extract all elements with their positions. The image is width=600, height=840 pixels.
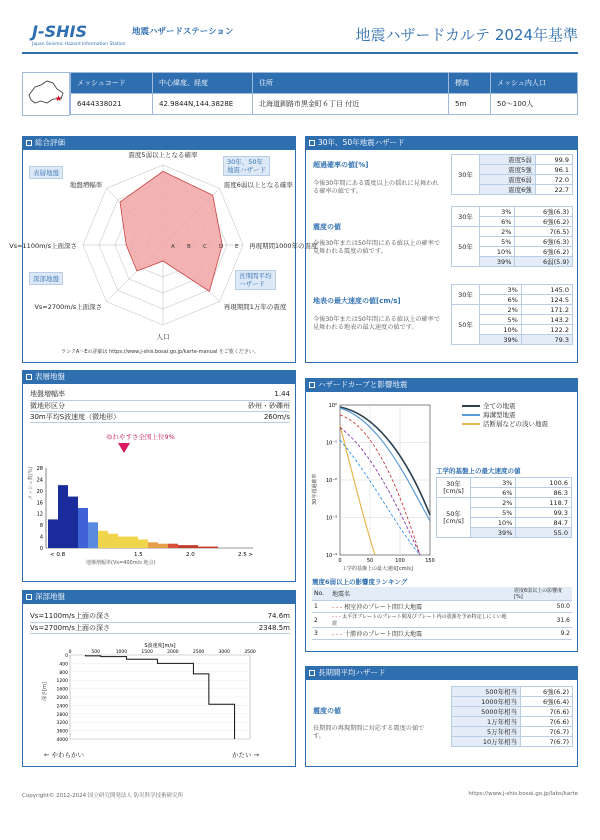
hist-bar [68, 497, 78, 548]
deep-chart-title: S波速度[m/s] [144, 643, 176, 649]
deep-label: Vs=2700m/s上面の深さ [30, 622, 217, 633]
radar-axis-label: 地盤増幅率 [69, 181, 103, 190]
eng-title: 工学的基盤上の最大速度の値 [436, 467, 521, 475]
rank-value: 31.6 [512, 613, 572, 628]
hazard-curve-chart [310, 395, 450, 575]
prob-label: 5% [480, 237, 515, 247]
deep-x-tick: 1000 [115, 650, 128, 655]
hard-text: かたい [232, 751, 252, 759]
hist-bar [48, 519, 58, 548]
deep-y-tick: 2400 [56, 704, 68, 710]
deep-x-tick: 500 [91, 650, 101, 655]
exceed-period: 30年 [452, 155, 480, 195]
deep-y-tick: 800 [59, 670, 68, 676]
legend-all-label: 全ての地震 [483, 402, 516, 410]
curve-quake-line [340, 428, 420, 556]
prob-label: 2% [480, 227, 515, 237]
period-label: 10万年相当 [452, 737, 521, 747]
deep-x-tick: 1500 [141, 650, 153, 655]
curve-y-tick: 10⁻¹ [325, 440, 337, 447]
intensity-value: 6強(6.2) [515, 217, 573, 227]
radar-rank-label: B [187, 244, 191, 250]
surface-label: 30m平均S波速度（微地形） [30, 411, 207, 422]
hist-x-tick: < 0.8 [50, 552, 66, 558]
velocity-profile-chart [40, 641, 260, 746]
footer-url[interactable]: https://www.j-shis.bosai.go.jp/labs/karte [468, 791, 578, 797]
exceed-value: 22.7 [535, 185, 572, 195]
period-label: 30年 [452, 207, 480, 227]
exceed-label: 震度5強 [480, 165, 536, 175]
velocity-value: 124.5 [521, 295, 572, 305]
rank-header: 震度6弱以上の影響度[%] [512, 587, 572, 601]
soft-label: ← やわらかい [44, 751, 85, 759]
prob-label: 6% [480, 295, 522, 305]
legend-trench [462, 411, 548, 420]
logo-subtitle: Japan Seismic Hazard Information Station [32, 42, 126, 47]
velocity-title: 地表の最大速度の値[cm/s] [313, 297, 401, 305]
deep-y-tick: 4000 [56, 738, 68, 743]
longterm-title: 震度の値 [313, 707, 341, 715]
rank-quake: - - - 根室沖のプレート間巨大地震 [330, 601, 512, 613]
rank-value: 9.2 [512, 628, 572, 640]
longterm-value: 6強(6.2) [521, 687, 573, 697]
rank-quake-name: 十勝沖のプレート間巨大地震 [344, 631, 422, 638]
exceed-table [451, 154, 573, 195]
period-label: 50年 [452, 305, 480, 345]
exceed-title: 超過確率の値[%] [313, 161, 369, 169]
deep-y-tick: 3600 [56, 729, 68, 735]
hist-bar [208, 547, 218, 548]
period-label: 1000年相当 [452, 697, 521, 707]
table-row [312, 613, 572, 628]
radar-rank-label: C [203, 244, 207, 250]
prob-label: 3% [480, 207, 515, 217]
rank-no: 3 [312, 628, 330, 640]
rank-quake-name: 太平洋プレートのプレート間及びプレート内の震源を予め特定しにくい地震 [332, 614, 507, 627]
deep-label: Vs=1100m/s上面の深さ [30, 611, 217, 622]
curve-y-tick: 10⁻² [325, 478, 337, 484]
velocity-value: 171.2 [521, 305, 572, 315]
exceed-desc: 今後30年間にある震度以上の揺れに見舞われる確率の値です。 [313, 180, 439, 195]
exceed-label: 震度5弱 [480, 155, 536, 165]
intensity-desc: 今後30年または50年間にある値以上の確率で見舞われる震度の値です。 [313, 240, 441, 255]
curve-panel-title: ハザードカーブと影響地震 [318, 380, 408, 389]
radar-axis-label: Vs=1100m/s上面深さ [9, 242, 77, 250]
velocity-value: 122.2 [521, 325, 572, 335]
eng-label50: 50年 [cm/s] [443, 509, 464, 525]
exceed-label: 震度6強 [480, 185, 536, 195]
longterm-panel-title: 長期間平均ハザード [318, 668, 386, 677]
curve-y-tick: 10⁻³ [325, 515, 337, 522]
deep-x-tick: 2000 [167, 650, 179, 655]
location-header: 住所 [253, 73, 449, 94]
deep-value: 74.6m [217, 611, 290, 622]
prob-label: 39% [471, 528, 516, 538]
rank-note: ランクA～Eの詳細は https://www.j-shis.bosai.go.jp/karte-manual をご覧ください。 [61, 349, 259, 355]
hist-bar [138, 539, 148, 548]
deep-y-tick: 0 [65, 654, 68, 659]
eng-value: 100.6 [516, 478, 572, 488]
surface-label: 微地形区分 [30, 400, 207, 411]
deep-panel-header [22, 590, 296, 603]
intensity-title: 震度の値 [313, 223, 341, 231]
legend-fault-label: 活断層などの浅い地震 [483, 420, 548, 428]
period-label [437, 478, 471, 498]
eng-value: 84.7 [516, 518, 572, 528]
eng-value: 99.3 [516, 508, 572, 518]
radar-axis-label: 再現期間1000年の震度 [249, 242, 318, 250]
summary-panel-header [22, 136, 296, 149]
intensity-value: 6強(6.2) [515, 247, 573, 257]
prob-label: 3% [471, 478, 516, 488]
prob-label: 39% [480, 257, 515, 267]
eng-label30: 30年 [cm/s] [443, 479, 464, 495]
elevation: 5m [449, 94, 491, 115]
legend-all [462, 402, 548, 411]
deep-y-tick: 2800 [56, 712, 68, 718]
longterm-value: 7(6.7) [521, 737, 573, 747]
velocity-table [451, 284, 573, 345]
curve-x-tick: 100 [395, 558, 405, 564]
surface-table [30, 389, 290, 423]
mesh-code: 6444338021 [71, 94, 153, 115]
period-label: 5000年相当 [452, 707, 521, 717]
surface-value: 1.44 [207, 389, 290, 400]
radar-chart [9, 150, 318, 350]
period-label: 30年 [452, 285, 480, 305]
prob-label: 3% [480, 285, 522, 295]
table-row [312, 601, 572, 613]
hist-y-tick: 24 [36, 477, 43, 484]
radar-rank-label: A [171, 244, 175, 250]
rank-quake: - - - 十勝沖のプレート間巨大地震 [330, 628, 512, 640]
eng-table [436, 477, 572, 538]
arrow-down-icon [118, 443, 130, 453]
location-header: メッシュコード [71, 73, 153, 94]
hist-bar [168, 544, 178, 548]
prob-label: 10% [480, 325, 522, 335]
location-header: メッシュ内人口 [491, 73, 578, 94]
hist-bar [78, 508, 88, 548]
intensity-value: 7(6.5) [515, 227, 573, 237]
intensity-table [451, 206, 573, 267]
hist-y-tick: 16 [36, 500, 43, 507]
logo [32, 22, 132, 50]
rank-value: 50.0 [512, 601, 572, 613]
longterm-panel-header [305, 666, 578, 679]
curve-x-label: 工学的基盤上の最大速度[cm/s] [342, 566, 413, 572]
hist-bar [108, 534, 118, 548]
exceed-value: 72.0 [535, 175, 572, 185]
period-label: 5万年相当 [452, 727, 521, 737]
radar-axis-label: 震度6弱以上となる確率 [223, 181, 293, 190]
hist-y-tick: 8 [39, 523, 43, 530]
station-name: 地震ハザードステーション [132, 27, 234, 37]
histogram-chart [28, 460, 258, 570]
deep-x-tick: 0 [68, 650, 72, 655]
location-header: 標高 [449, 73, 491, 94]
hazard3050-panel-header [305, 136, 578, 149]
curve-panel-header [305, 378, 578, 391]
prob-label: 39% [480, 335, 522, 345]
rank-no: 1 [312, 601, 330, 613]
longterm-value: 7(6.6) [521, 717, 573, 727]
hist-bar [58, 485, 68, 548]
longterm-value: 6強(6.4) [521, 697, 573, 707]
hist-bar [128, 537, 138, 548]
longterm-table [451, 686, 573, 747]
hist-x-tick: 2.5 > [238, 552, 254, 558]
curve-y-label: 30年超過確率 [312, 473, 318, 505]
radar-axis-label: 震度5弱以上となる確率 [128, 151, 198, 159]
curve-legend [462, 402, 548, 429]
deep-y-tick: 2000 [56, 696, 68, 701]
location-header: 中心緯度、経度 [153, 73, 253, 94]
longterm-desc: 長期間の再現期間に対応する震度の値です。 [313, 725, 425, 740]
longterm-value: 7(6.6) [521, 707, 573, 717]
rank-no: 2 [312, 613, 330, 628]
hist-x-label: 地盤増幅率(Vs=400m/s 地点) [86, 560, 156, 566]
summary-panel-title: 総合評価 [35, 138, 65, 147]
location-table [70, 72, 578, 115]
period-label: 1万年相当 [452, 717, 521, 727]
table-row [312, 628, 572, 640]
velocity-value: 145.0 [521, 285, 572, 295]
logo-text: J-SHIS [32, 22, 87, 41]
hist-bar [88, 522, 98, 548]
hist-y-tick: 0 [39, 546, 43, 552]
hist-bar [198, 547, 208, 548]
deep-y-label: 深さ[m] [42, 682, 48, 701]
ranking-title: 震度6弱以上の影響度ランキング [312, 578, 408, 586]
eng-value: 55.0 [516, 528, 572, 538]
prob-label: 2% [471, 498, 516, 508]
location-map [22, 72, 70, 116]
rank-header: 地震名 [330, 587, 512, 601]
legend-deep: 深部地盤 [29, 272, 63, 285]
legend-long-text: 長期間平均 ハザード [239, 272, 272, 288]
prob-label: 6% [480, 217, 515, 227]
longterm-value: 7(6.7) [521, 727, 573, 737]
curve-trench-line [340, 408, 430, 521]
prob-label: 5% [480, 315, 522, 325]
hist-y-tick: 28 [36, 466, 43, 472]
summary-panel [9, 149, 318, 363]
period-label [437, 498, 471, 538]
curve-quake-line [340, 415, 420, 555]
page-title: 地震ハザードカルテ 2024年基準 [355, 26, 578, 44]
ranking-table [312, 587, 572, 640]
hist-bar [178, 545, 188, 548]
curve-x-tick: 150 [425, 558, 435, 564]
legend-fault [462, 420, 548, 429]
deep-panel-title: 深部地盤 [35, 592, 65, 601]
exceed-label: 震度6弱 [480, 175, 536, 185]
prob-label: 5% [471, 508, 516, 518]
deep-y-tick: 1600 [56, 687, 68, 693]
hazard3050-panel-title: 30年、50年地震ハザード [318, 138, 405, 147]
hist-y-tick: 4 [39, 534, 43, 541]
eng-value: 118.7 [516, 498, 572, 508]
curve-all-line [340, 407, 430, 515]
population: 50～100人 [491, 94, 578, 115]
velocity-value: 79.3 [521, 335, 572, 345]
curve-quake-line [340, 440, 420, 555]
intensity-value: 6強(6.3) [515, 237, 573, 247]
address: 北海道釧路市黒金町６丁目 付近 [253, 94, 449, 115]
deep-value: 2348.5m [217, 622, 290, 633]
curve-y-tick: 10⁰ [328, 403, 337, 409]
radar-rank-label: D [219, 244, 224, 250]
surface-value: 260m/s [207, 411, 290, 422]
deep-x-tick: 3000 [218, 650, 231, 655]
velocity-value: 143.2 [521, 315, 572, 325]
copyright: Copyright© 2012-2024 国立研究開発法人 防災科学技術研究所 [22, 793, 184, 799]
hist-y-label: メッシュ数(%) [28, 466, 34, 500]
hist-bar [118, 537, 128, 548]
prob-label: 10% [480, 247, 515, 257]
surface-label: 地盤増幅率 [30, 389, 207, 400]
hist-y-tick: 20 [36, 488, 43, 495]
hist-bar [98, 531, 108, 548]
period-label: 500年相当 [452, 687, 521, 697]
hist-x-tick: 1.5 [134, 552, 143, 558]
hard-label: かたい → [232, 751, 260, 759]
curve-x-tick: 0 [338, 558, 342, 564]
deep-x-tick: 3500 [244, 650, 256, 655]
prob-label: 2% [480, 305, 522, 315]
radar-axis-label: 再現期間1万年の震度 [223, 302, 287, 311]
legend-surface: 表層地盤 [29, 166, 63, 179]
radar-rank-label: E [235, 244, 239, 250]
rank-quake-name: 根室沖のプレート間巨大地震 [344, 604, 422, 611]
soft-text: やわらかい [51, 751, 85, 759]
deep-y-tick: 400 [59, 662, 68, 668]
prob-label: 10% [471, 518, 516, 528]
hist-bar [148, 542, 158, 548]
svg-text:★: ★ [55, 94, 63, 103]
hist-bar [158, 544, 168, 548]
period-label: 50年 [452, 227, 480, 267]
radar-axis-label: Vs=2700m/s上面深さ [34, 302, 103, 311]
hist-caption: ゆれやすさ全国上位9% [106, 433, 175, 441]
surface-panel-title: 表層地盤 [35, 372, 65, 381]
curve-x-tick: 50 [366, 558, 374, 564]
prob-label: 6% [471, 488, 516, 498]
hist-x-tick: 2.0 [186, 552, 195, 558]
curve-y-tick: 10⁻⁴ [325, 553, 337, 559]
intensity-value: 6弱(5.9) [515, 257, 573, 267]
exceed-value: 96.1 [535, 165, 572, 175]
deep-table [30, 611, 290, 634]
velocity-desc: 今後30年または50年間にある値以上の確率で見舞われる地表の最大速度の値です。 [313, 316, 441, 331]
exceed-value: 99.9 [535, 155, 572, 165]
legend-trench-label: 海溝型地震 [483, 411, 516, 419]
header-rule [22, 52, 578, 54]
curve-fault-line [340, 425, 375, 555]
rank-quake: - - - 太平洋プレートのプレート間及びプレート内の震源を予め特定しにくい地震 [330, 613, 512, 628]
hist-y-tick: 12 [36, 511, 43, 518]
lat-lon: 42.9844N,144.3828E [153, 94, 253, 115]
surface-value: 砂州・砂礫州 [207, 400, 290, 411]
radar-axis-label: 人口 [156, 333, 170, 341]
intensity-value: 6強(6.3) [515, 207, 573, 217]
deep-y-tick: 3200 [56, 721, 68, 727]
hist-bar [188, 545, 198, 548]
deep-x-tick: 2500 [192, 650, 205, 655]
deep-y-tick: 1200 [56, 679, 68, 685]
surface-panel-header [22, 370, 296, 383]
eng-value: 86.3 [516, 488, 572, 498]
legend-30-50-text: 30年、50年 地震ハザード [227, 158, 266, 174]
rank-header: No. [312, 587, 330, 601]
